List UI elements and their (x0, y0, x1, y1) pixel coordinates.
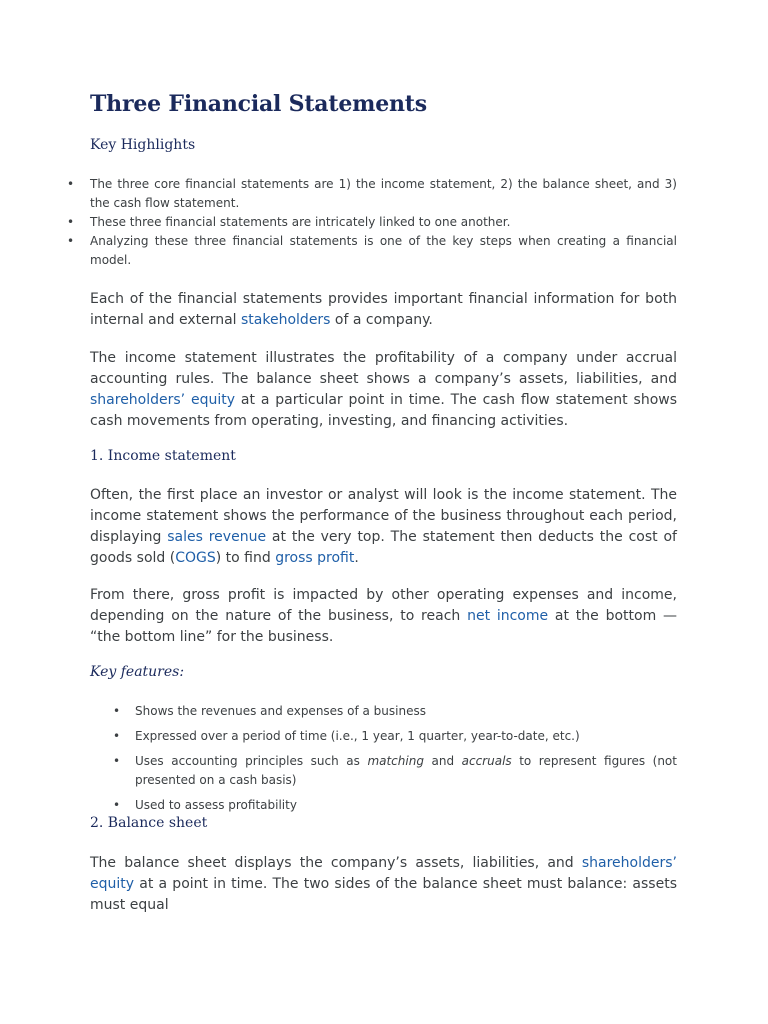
key-features-list (135, 702, 677, 821)
text: From there, gross profit is impacted by other operating expenses and income, depending on the nature of the business, to reach (90, 587, 677, 624)
matching-term: matching (367, 754, 424, 768)
gross-profit-paragraph (90, 585, 677, 648)
text: Often, the first place an investor or analyst will look is the income statement. The income statement shows the performance of the business throughout each period, displaying (90, 487, 677, 545)
stakeholders-link[interactable]: stakeholders (241, 312, 331, 328)
text: . (354, 550, 359, 566)
text: at the bottom — “the bottom line” for the business. (90, 608, 678, 645)
text: The balance sheet displays the company’s assets, liabilities, and (90, 855, 582, 871)
text: to represent figures (not presented on a cash basis) (135, 754, 677, 787)
shareholders-equity-link-2[interactable]: shareholders’ equity (90, 855, 677, 892)
gross-profit-link[interactable]: gross profit (275, 550, 355, 566)
highlight-item: • These three financial statements are intricately linked to one another. (90, 213, 677, 232)
highlight-item: • Analyzing these three financial statements is one of the key steps when creating a financial model. (90, 232, 677, 270)
feature-item: • Used to assess profitability (135, 796, 677, 815)
key-highlights-heading: Key Highlights (90, 137, 196, 153)
text: at a particular point in time. The cash flow statement shows cash movements from operating, investing, and financing activities. (90, 392, 677, 429)
page-title: Three Financial Statements (90, 91, 427, 117)
text: at a point in time. The two sides of the balance sheet must balance: assets must equal (90, 876, 677, 913)
shareholders-equity-link[interactable]: shareholders’ equity (90, 392, 236, 408)
income-statement-heading: 1. Income statement (90, 448, 236, 464)
sales-revenue-link[interactable]: sales revenue (167, 529, 267, 545)
overview-paragraph (90, 348, 677, 432)
intro-paragraph (90, 289, 677, 331)
key-features-heading: Key features: (90, 664, 185, 680)
text: of a company. (330, 312, 433, 328)
text: Uses accounting principles such as (135, 754, 368, 768)
income-paragraph (90, 485, 677, 569)
accruals-term: accruals (461, 754, 512, 768)
text: ) to find (215, 550, 276, 566)
net-income-link[interactable]: net income (467, 608, 549, 624)
text: The income statement illustrates the profitability of a company under accrual accounting rules. The balance sheet shows a company’s assets, liabilities, and (90, 350, 677, 387)
balance-sheet-paragraph (90, 853, 677, 916)
text: Each of the financial statements provides important financial information for both internal and external (90, 291, 677, 328)
feature-item: • Expressed over a period of time (i.e., 1 year, 1 quarter, year-to-date, etc.) (135, 727, 677, 746)
text: and (423, 754, 462, 768)
highlight-item: • The three core financial statements are 1) the income statement, 2) the balance sheet, and 3) the cash flow statement. (90, 175, 677, 213)
text: at the very top. The statement then deducts the cost of goods sold ( (90, 529, 677, 566)
cogs-link[interactable]: COGS (175, 550, 216, 566)
feature-item (135, 752, 677, 790)
highlights-list (90, 175, 677, 270)
balance-sheet-heading: 2. Balance sheet (90, 815, 208, 831)
feature-item: • Shows the revenues and expenses of a business (135, 702, 677, 721)
